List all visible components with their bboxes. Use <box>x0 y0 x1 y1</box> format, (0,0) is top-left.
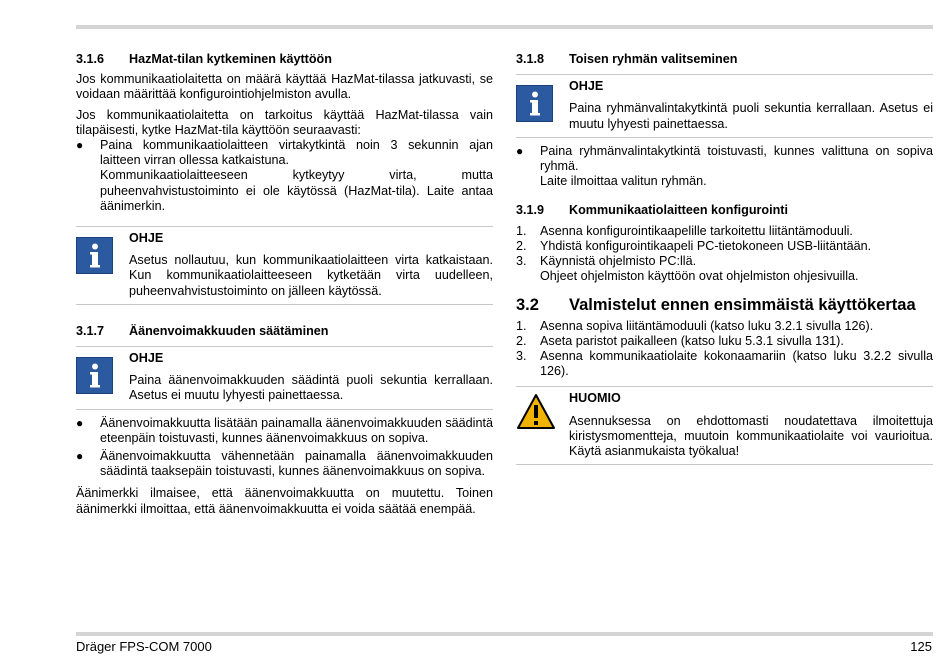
list-item-text: Käynnistä ohjelmisto PC:llä. <box>540 254 697 269</box>
list-item-text: Äänenvoimakkuutta lisätään painamalla äänenvoimakkuuden säädintä eteenpäin toistuvasti, kunnes äänenvoimakkuus on sopiva. <box>100 415 493 445</box>
note-title: OHJE <box>129 351 164 366</box>
heading-3-1-6 <box>76 52 493 67</box>
list-number: 3. <box>516 254 527 269</box>
list-item <box>76 449 493 479</box>
bullet-icon: ● <box>76 449 84 464</box>
info-note <box>76 226 493 305</box>
footer-rule <box>76 632 933 636</box>
warning-note <box>516 386 933 465</box>
bullet-icon: ● <box>76 415 84 430</box>
bullet-list <box>76 416 493 480</box>
note-title: OHJE <box>569 79 604 94</box>
list-item-text: Aseta paristot paikalleen (katso luku 5.3.1 sivulla 131). <box>540 333 844 348</box>
heading-3-1-8 <box>516 52 933 67</box>
section-title: Valmistelut ennen ensimmäistä käyttökertaa <box>569 296 916 315</box>
section-title: Toisen ryhmän valitseminen <box>569 52 738 66</box>
paragraph: Jos kommunikaatiolaitetta on tarkoitus käyttää HazMat-tilassa vain tilapäisesti, kytke HazMat-tila käyttöön seuraavasti: <box>76 107 493 137</box>
list-item <box>516 319 933 334</box>
list-item-text: Asenna kommunikaatiolaite kokonaamariin (katso luku 3.2.2 sivulla 126). <box>540 349 933 379</box>
paragraph: Jos kommunikaatiolaitetta on määrä käyttää HazMat-tilassa jatkuvasti, se voidaan määrittää konfigurointiohjelmiston avulla. <box>76 72 493 102</box>
list-item-text: Asenna konfigurointikaapelille tarkoitettu liitäntämoduuli. <box>540 223 853 238</box>
list-item <box>516 224 933 239</box>
note-text: Asetus nollautuu, kun kommunikaatiolaitteen virta katkaistaan. Kun kommunikaatiolaitteeseen kytketään virta uudelleen, puheenvahvistustoiminto on jälleen käytössä. <box>129 253 493 298</box>
info-icon <box>76 237 113 274</box>
info-icon <box>516 85 553 122</box>
warning-title: HUOMIO <box>569 391 621 406</box>
section-number: 3.1.6 <box>76 52 105 66</box>
section-number: 3.2 <box>516 296 539 315</box>
list-item <box>516 254 933 284</box>
list-number: 2. <box>516 238 527 253</box>
list-item-result: Kommunikaatiolaitteeseen kytkeytyy virta, mutta puheenvahvistustoiminto ei ole käytössä (HazMat-tila). Laite antaa äänimerkin. <box>100 168 493 213</box>
list-item <box>76 416 493 446</box>
paragraph: Äänimerkki ilmaisee, että äänenvoimakkuutta on muutettu. Toinen äänimerkki ilmoittaa, että äänenvoimakkuutta ei voida säätää enempää. <box>76 486 493 516</box>
list-number: 3. <box>516 349 527 364</box>
numbered-list <box>516 319 933 380</box>
note-title: OHJE <box>129 231 164 246</box>
warning-icon <box>516 393 556 430</box>
bullet-icon: ● <box>516 143 524 158</box>
top-rule <box>76 25 933 29</box>
list-number: 1. <box>516 223 527 238</box>
right-column <box>516 52 933 465</box>
bullet-list <box>76 138 493 214</box>
section-title: HazMat-tilan kytkeminen käyttöön <box>129 52 332 66</box>
heading-3-2 <box>516 298 933 313</box>
list-item-text: Asenna sopiva liitäntämoduuli (katso luku 3.2.1 sivulla 126). <box>540 318 874 333</box>
info-icon <box>76 357 113 394</box>
heading-3-1-9 <box>516 203 933 218</box>
list-item-text: Yhdistä konfigurointikaapeli PC-tietokoneen USB-liitäntään. <box>540 238 872 253</box>
list-item <box>516 334 933 349</box>
list-item <box>516 144 933 190</box>
bullet-icon: ● <box>76 138 84 153</box>
page-number: 125 <box>910 639 932 654</box>
warning-text: Asennuksessa on ehdottomasti noudatettava ilmoitettuja kiristysmomentteja, muutoin kommunikaatiolaite voi vaurioitua. Käytä asianmukaista työkalua! <box>569 413 933 459</box>
list-number: 1. <box>516 318 527 333</box>
bullet-list <box>516 144 933 190</box>
numbered-list <box>516 224 933 285</box>
section-number: 3.1.7 <box>76 323 105 338</box>
list-item-text: Paina kommunikaatiolaitteen virtakytkintä noin 3 sekunnin ajan laitteen virran ollessa katkaistuna. <box>100 138 493 168</box>
section-title: Kommunikaatiolaitteen konfigurointi <box>569 203 789 218</box>
list-item-result: Laite ilmoittaa valitun ryhmän. <box>540 174 707 189</box>
left-column <box>76 52 493 517</box>
list-item <box>76 138 493 214</box>
list-item-result: Ohjeet ohjelmiston käyttöön ovat ohjelmiston ohjesivuilla. <box>540 269 859 284</box>
info-note <box>516 74 933 138</box>
note-text: Paina äänenvoimakkuuden säädintä puoli sekuntia kerrallaan. Asetus ei muutu lyhyesti painettaessa. <box>129 373 493 403</box>
info-note <box>76 346 493 410</box>
list-number: 2. <box>516 333 527 348</box>
list-item-text: Äänenvoimakkuutta vähennetään painamalla äänenvoimakkuuden säädintä taaksepäin toistuvasti, kunnes äänenvoimakkuus on sopiva. <box>100 449 493 479</box>
list-item <box>516 239 933 254</box>
list-item-text: Paina ryhmänvalintakytkintä toistuvasti, kunnes valittuna on sopiva ryhmä. <box>540 143 933 174</box>
section-title: Äänenvoimakkuuden säätäminen <box>129 323 329 338</box>
heading-3-1-7 <box>76 324 493 339</box>
footer-product: Dräger FPS-COM 7000 <box>76 639 212 654</box>
list-item <box>516 349 933 379</box>
section-number: 3.1.8 <box>516 52 545 66</box>
section-number: 3.1.9 <box>516 203 545 218</box>
note-text: Paina ryhmänvalintakytkintä puoli sekuntia kerrallaan. Asetus ei muutu lyhyesti painettaessa. <box>569 101 933 131</box>
